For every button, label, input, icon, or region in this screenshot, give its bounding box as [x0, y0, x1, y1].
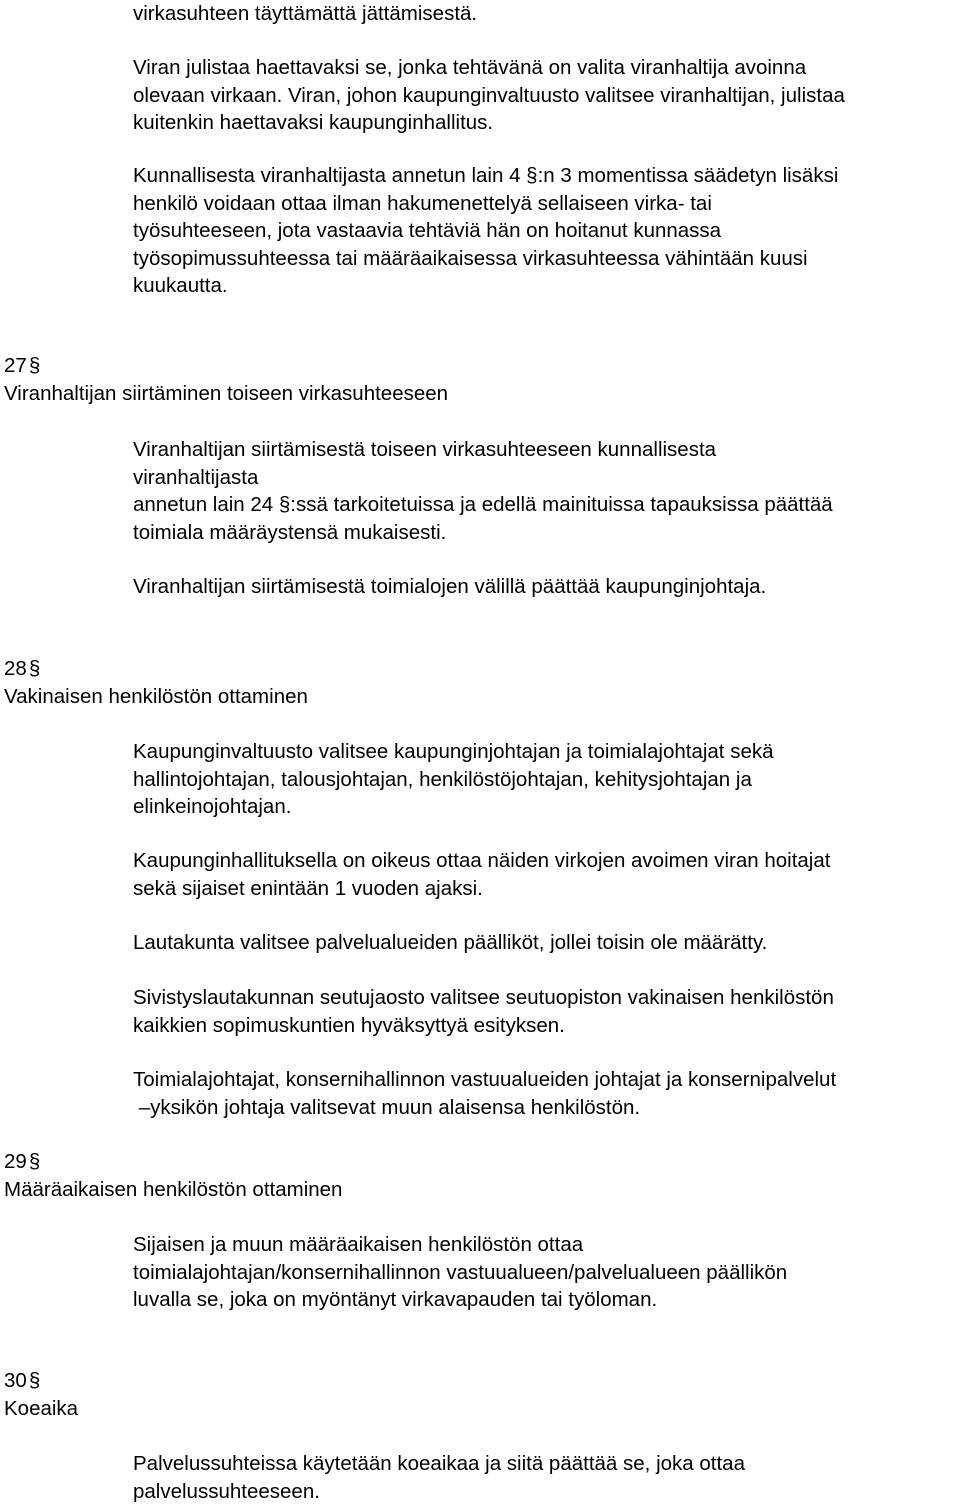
paragraph: [133, 162, 952, 300]
paragraph: [133, 738, 952, 821]
text-line: Kunnallisesta viranhaltijasta annetun lain 4 §:n 3 momentissa säädetyn lisäksi: [133, 164, 839, 187]
paragraph: [133, 1231, 952, 1314]
text-line: Kaupunginhallituksella on oikeus ottaa näiden virkojen avoimen viran hoitajat: [133, 849, 831, 872]
text-line: toimialajohtajan/konsernihallinnon vastuualueen/palvelualueen päällikön: [133, 1260, 788, 1284]
text-line: Lautakunta valitsee palvelualueiden päälliköt, jollei toisin ole määrätty.: [133, 931, 768, 954]
paragraph: [133, 1066, 952, 1121]
text-line: annetun lain 24 §:ssä tarkoitetuissa ja edellä mainituissa tapauksissa päättää: [133, 493, 833, 516]
text-line: kaikkien sopimuskuntien hyväksyttyä esityksen.: [133, 1013, 565, 1037]
text-line: sekä sijaiset enintään 1 vuoden ajaksi.: [133, 876, 483, 900]
section-heading: [4, 655, 952, 710]
section-symbol: §: [28, 657, 41, 680]
text-line: hallintojohtajan, talousjohtajan, henkilöstöjohtajan, kehitysjohtajan ja: [133, 767, 752, 791]
section-heading: [4, 1148, 952, 1203]
paragraph: [133, 929, 952, 957]
text-line: henkilö voidaan ottaa ilman hakumenettelyä sellaiseen virka- tai: [133, 191, 712, 215]
text-line: kuukautta.: [133, 274, 228, 297]
text-line: Palvelussuhteissa käytetään koeaikaa ja siitä päättää se, joka ottaa: [133, 1452, 745, 1475]
section-symbol: §: [28, 1369, 41, 1392]
section-title: Koeaika: [4, 1396, 79, 1420]
section-heading: [4, 352, 952, 407]
section-title: Vakinaisen henkilöstön ottaminen: [4, 684, 308, 708]
paragraph: [133, 984, 952, 1039]
section-title: Viranhaltijan siirtäminen toiseen virkasuhteeseen: [4, 381, 449, 405]
text-line: Sijaisen ja muun määräaikaisen henkilöstön ottaa: [133, 1233, 584, 1256]
paragraph: [133, 0, 952, 28]
section-symbol: §: [28, 1150, 41, 1173]
text-line: palvelussuhteeseen.: [133, 1479, 320, 1503]
text-line: Kaupunginvaltuusto valitsee kaupunginjohtajan ja toimialajohtajat sekä: [133, 740, 774, 763]
section-number: 29: [4, 1150, 27, 1173]
section-symbol: §: [28, 354, 41, 377]
text-line: elinkeinojohtajan.: [133, 795, 292, 818]
section-heading: [4, 1367, 952, 1422]
text-line: toimiala määräystensä mukaisesti.: [133, 520, 447, 544]
section-number: 28: [4, 657, 27, 680]
section-number: 30: [4, 1369, 27, 1392]
text-line: Viran julistaa haettavaksi se, jonka tehtävänä on valita viranhaltija avoinna: [133, 56, 807, 79]
text-line: viranhaltijasta: [133, 465, 259, 489]
section-title: Määräaikaisen henkilöstön ottaminen: [4, 1177, 343, 1201]
text-line: kuitenkin haettavaksi kaupunginhallitus.: [133, 111, 494, 134]
text-line: Sivistyslautakunnan seutujaosto valitsee seutuopiston vakinaisen henkilöstön: [133, 986, 834, 1009]
text-line: Viranhaltijan siirtämisestä toiseen virkasuhteeseen kunnallisesta: [133, 438, 717, 461]
section-number: 27: [4, 354, 27, 377]
paragraph: [133, 436, 952, 546]
paragraph: [133, 847, 952, 902]
text-line: –yksikön johtaja valitsevat muun alaisensa henkilöstön.: [133, 1095, 641, 1119]
text-line: virkasuhteen täyttämättä jättämisestä.: [133, 2, 478, 25]
text-line: Viranhaltijan siirtämisestä toimialojen välillä päättää kaupunginjohtaja.: [133, 575, 767, 598]
text-line: työsuhteeseen, jota vastaavia tehtäviä hän on hoitanut kunnassa: [133, 219, 722, 242]
text-line: työsopimussuhteessa tai määräaikaisessa virkasuhteessa vähintään kuusi: [133, 246, 808, 270]
text-line: luvalla se, joka on myöntänyt virkavapauden tai työloman.: [133, 1288, 658, 1311]
text-line: olevaan virkaan. Viran, johon kaupunginvaltuusto valitsee viranhaltijan, julistaa: [133, 83, 845, 107]
paragraph: [133, 573, 952, 601]
paragraph: [133, 54, 952, 137]
paragraph: [133, 1450, 952, 1505]
text-line: Toimialajohtajat, konsernihallinnon vastuualueiden johtajat ja konsernipalvelut: [133, 1068, 837, 1091]
